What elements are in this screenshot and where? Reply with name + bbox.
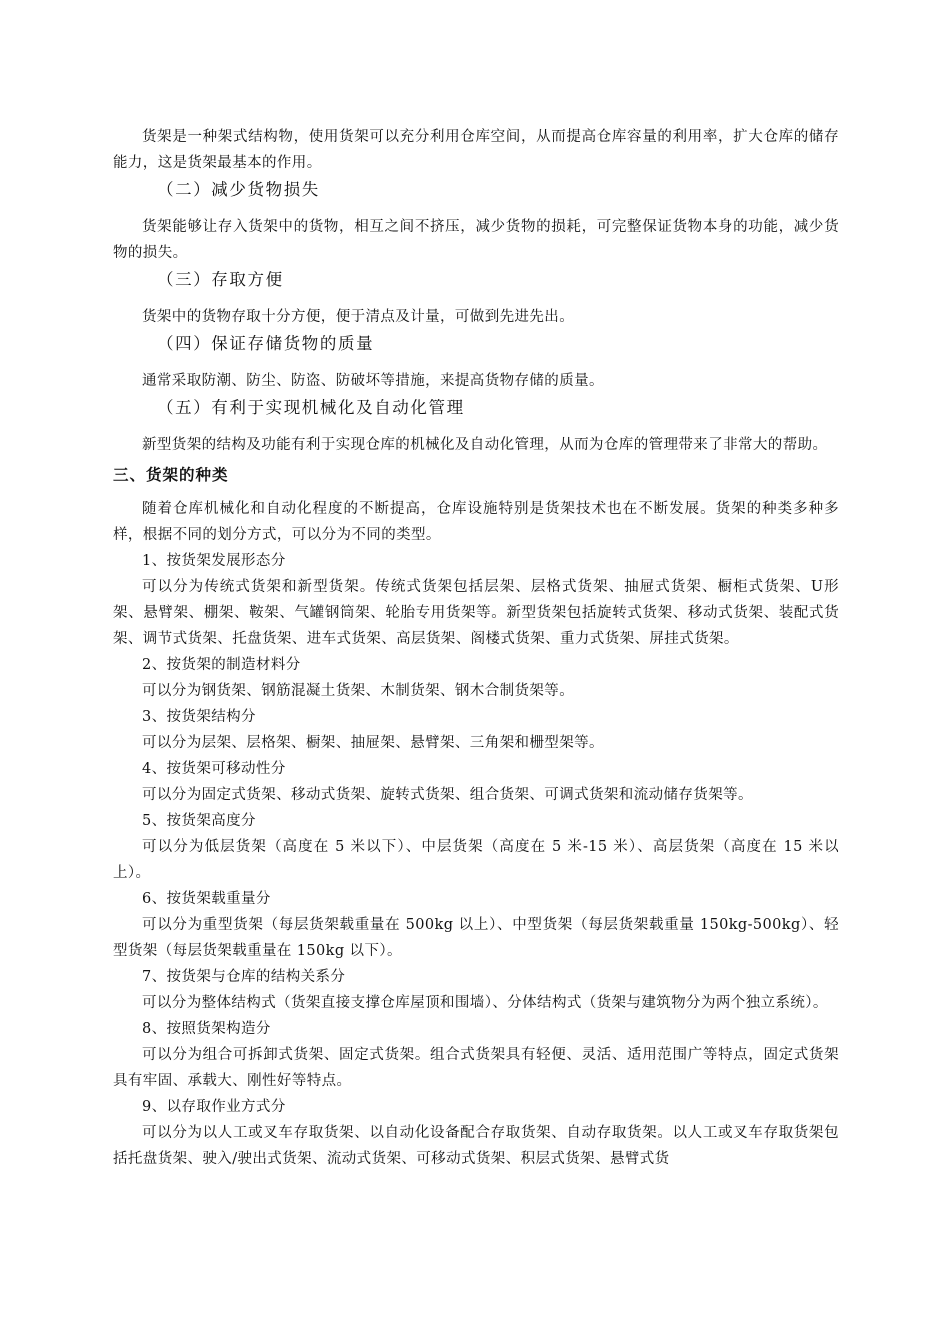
list-item-text: 可以分为整体结构式（货架直接支撑仓库屋顶和围墙）、分体结构式（货架与建筑物分为两个独立系统）。 bbox=[142, 995, 828, 1011]
list-item-title: 7、按货架与仓库的结构关系分 bbox=[142, 969, 346, 985]
list-item-title: 1、按货架发展形态分 bbox=[142, 553, 286, 569]
list-item-text: 可以分为传统式货架和新型货架。传统式货架包括层架、层格式货架、抽屉式货架、橱柜式货架、U形架、悬臂架、棚架、鞍架、气罐钢筒架、轮胎专用货架等。新型货架包括旋转式货架、移动式货架、装配式货架、调节式货架、托盘货架、进车式货架、高层货架、阁楼式货架、重力式货架、屏挂式货架。 bbox=[113, 579, 839, 647]
list-item-title: 8、按照货架构造分 bbox=[142, 1021, 271, 1037]
list-item-title: 9、以存取作业方式分 bbox=[142, 1099, 286, 1115]
subheading-automation: （五）有利于实现机械化及自动化管理 bbox=[157, 398, 465, 417]
section-heading-types: 三、货架的种类 bbox=[113, 466, 229, 484]
list-item-text: 可以分为重型货架（每层货架载重量在 500kg 以上）、中型货架（每层货架载重量 150kg-500kg）、轻型货架（每层货架载重量在 150kg 以下）。 bbox=[113, 917, 839, 959]
paragraph-automation: 新型货架的结构及功能有利于实现仓库的机械化及自动化管理，从而为仓库的管理带来了非常大的帮助。 bbox=[142, 437, 828, 453]
list-item-title: 4、按货架可移动性分 bbox=[142, 761, 286, 777]
paragraph-types-intro: 随着仓库机械化和自动化程度的不断提高，仓库设施特别是货架技术也在不断发展。货架的种类多种多样，根据不同的划分方式，可以分为不同的类型。 bbox=[113, 501, 839, 543]
list-item-title: 3、按货架结构分 bbox=[142, 709, 256, 725]
paragraph-reduce-loss: 货架能够让存入货架中的货物，相互之间不挤压，减少货物的损耗，可完整保证货物本身的功能，减少货物的损失。 bbox=[113, 219, 839, 261]
list-item-title: 5、按货架高度分 bbox=[142, 813, 256, 829]
subheading-quality: （四）保证存储货物的质量 bbox=[157, 334, 375, 353]
list-item-text: 可以分为以人工或叉车存取货架、以自动化设备配合存取货架、自动存取货架。以人工或叉车存取货架包括托盘货架、驶入/驶出式货架、流动式货架、可移动式货架、积层式货架、悬臂式货 bbox=[113, 1125, 839, 1167]
document-page bbox=[113, 124, 839, 1172]
list-item-title: 6、按货架载重量分 bbox=[142, 891, 271, 907]
list-item-title: 2、按货架的制造材料分 bbox=[142, 657, 301, 673]
list-item-text: 可以分为层架、层格架、橱架、抽屉架、悬臂架、三角架和栅型架等。 bbox=[142, 735, 604, 751]
classification-list bbox=[113, 548, 839, 1172]
subheading-easy-access: （三）存取方便 bbox=[157, 270, 284, 289]
paragraph-space-utilization: 货架是一种架式结构物，使用货架可以充分利用仓库空间，从而提高仓库容量的利用率，扩大仓库的储存能力，这是货架最基本的作用。 bbox=[113, 129, 839, 171]
paragraph-easy-access: 货架中的货物存取十分方便，便于清点及计量，可做到先进先出。 bbox=[142, 309, 575, 325]
list-item-text: 可以分为低层货架（高度在 5 米以下）、中层货架（高度在 5 米-15 米）、高层货架（高度在 15 米以上）。 bbox=[113, 839, 839, 881]
paragraph-quality: 通常采取防潮、防尘、防盗、防破坏等措施，来提高货物存储的质量。 bbox=[142, 373, 604, 389]
subheading-reduce-loss: （二）减少货物损失 bbox=[157, 180, 320, 199]
list-item-text: 可以分为固定式货架、移动式货架、旋转式货架、组合货架、可调式货架和流动储存货架等。 bbox=[142, 787, 753, 803]
list-item-text: 可以分为钢货架、钢筋混凝土货架、木制货架、钢木合制货架等。 bbox=[142, 683, 575, 699]
list-item-text: 可以分为组合可拆卸式货架、固定式货架。组合式货架具有轻便、灵活、适用范围广等特点，固定式货架具有牢固、承载大、刚性好等特点。 bbox=[113, 1047, 839, 1089]
